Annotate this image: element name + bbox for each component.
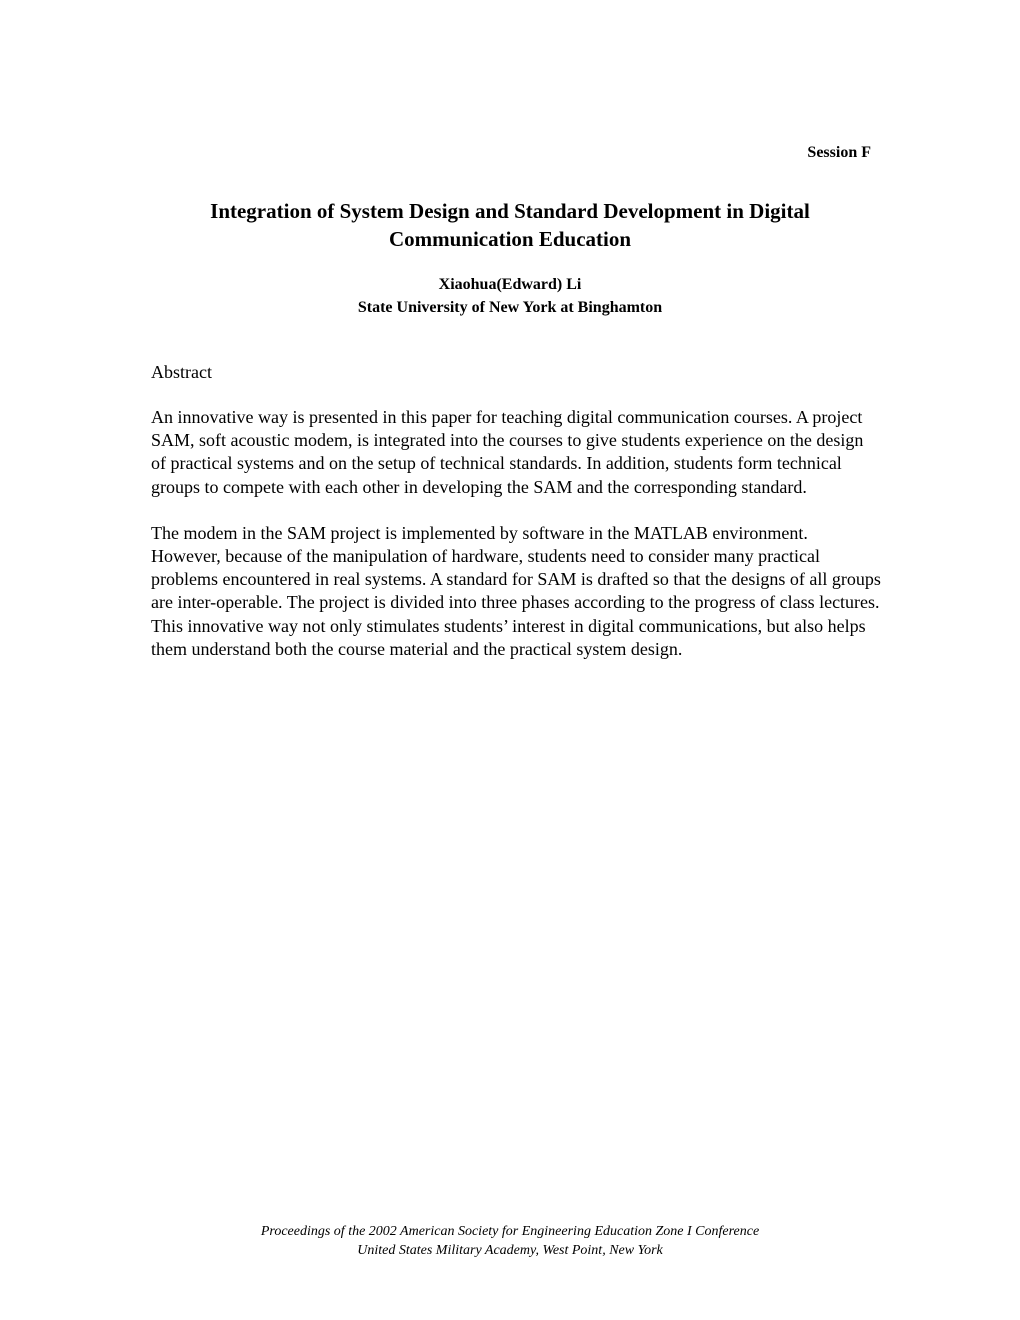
abstract-body <box>151 406 881 684</box>
author-block <box>150 273 870 319</box>
page-footer <box>150 1222 870 1260</box>
author-name: Xiaohua(Edward) Li <box>438 276 582 293</box>
paper-title: Integration of System Design and Standard Development in Digital Communication Education <box>210 199 810 251</box>
abstract-paragraph: The modem in the SAM project is implemented by software in the MATLAB environment. However, because of the manipulation of hardware, students need to consider many practical problems encountered in real systems. A standard for SAM is drafted so that the designs of all groups are inter-operable. The project is divided into three phases according to the progress of class lectures. This innovative way not only stimulates students’ interest in digital communications, but also helps them understand both the course material and the practical system design. <box>151 522 881 659</box>
abstract-heading: Abstract <box>151 362 212 382</box>
footer-venue: United States Military Academy, West Point, New York <box>357 1243 663 1258</box>
abstract-paragraph: An innovative way is presented in this paper for teaching digital communication courses. A project SAM, soft acoustic modem, is integrated into the courses to give students experience on the design of practical systems and on the setup of technical standards. In addition, students form technical groups to compete with each other in developing the SAM and the corresponding standard. <box>151 407 864 497</box>
session-label: Session F <box>807 144 871 161</box>
footer-proceedings: Proceedings of the 2002 American Society for Engineering Education Zone I Conference <box>260 1224 760 1239</box>
author-affiliation: State University of New York at Binghamton <box>357 299 663 316</box>
